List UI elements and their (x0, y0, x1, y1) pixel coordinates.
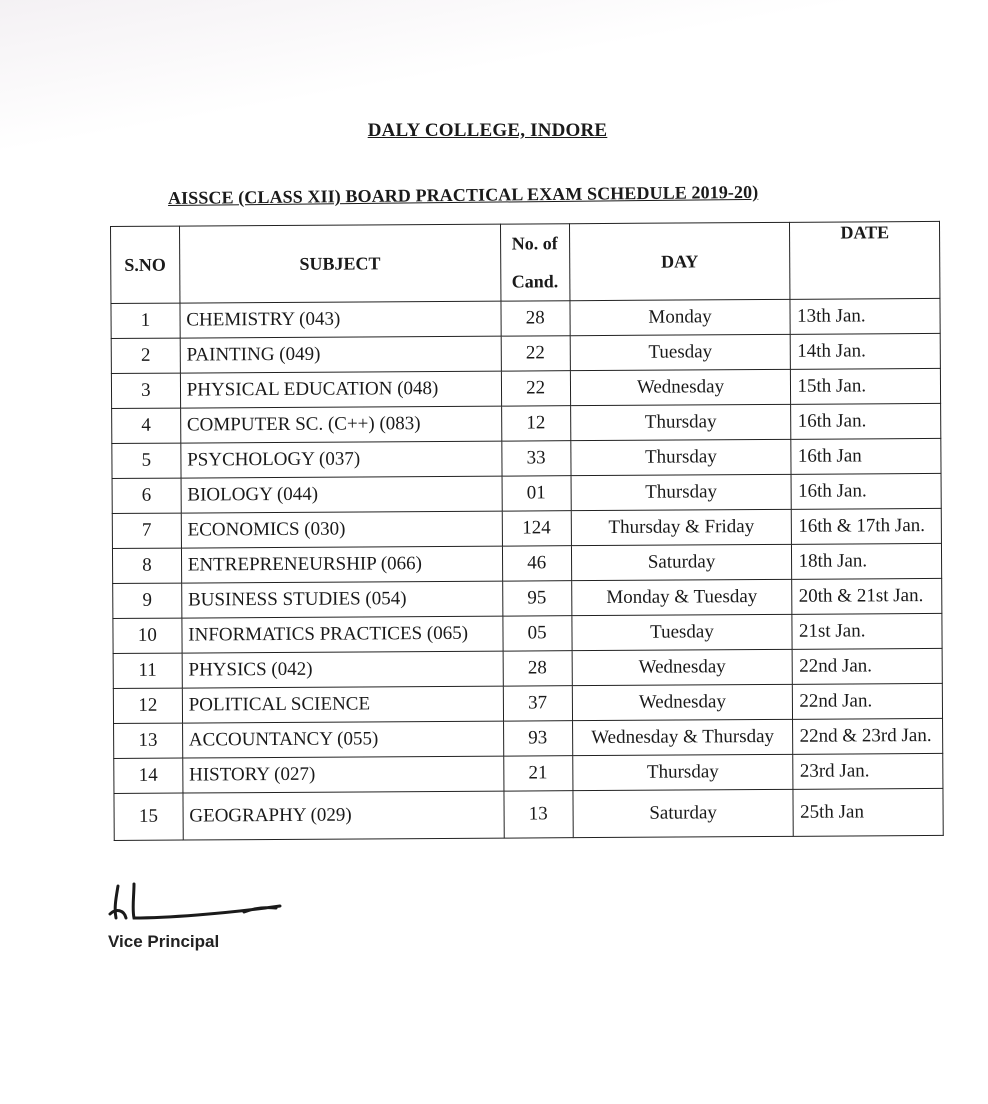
cell-subject: PHYSICS (042) (182, 651, 503, 688)
cell-date: 20th & 21st Jan. (792, 578, 942, 614)
col-header-candidates-line2: Cand. (511, 271, 559, 292)
cell-subject: PAINTING (049) (180, 336, 501, 373)
cell-date: 22nd & 23rd Jan. (793, 718, 943, 754)
cell-date: 21st Jan. (792, 613, 942, 649)
cell-sno: 11 (113, 653, 182, 688)
cell-date: 13th Jan. (790, 298, 940, 334)
cell-sno: 7 (112, 513, 181, 548)
cell-sno: 2 (111, 338, 180, 373)
cell-day: Thursday (571, 474, 792, 510)
table-body (111, 298, 943, 840)
table-row (114, 788, 943, 840)
cell-sno: 6 (112, 478, 181, 513)
table-row (112, 543, 941, 583)
signatory-title: Vice Principal (108, 932, 220, 951)
cell-subject: INFORMATICS PRACTICES (065) (182, 616, 503, 653)
cell-day: Saturday (572, 789, 793, 837)
col-header-sno: S.NO (111, 226, 180, 303)
cell-date: 25th Jan (793, 788, 943, 836)
cell-sno: 13 (114, 723, 183, 758)
cell-candidates: 37 (503, 686, 572, 721)
cell-sno: 8 (112, 548, 181, 583)
cell-day: Tuesday (571, 614, 792, 650)
cell-candidates: 05 (503, 616, 572, 651)
table-row (111, 368, 940, 408)
cell-day: Thursday & Friday (571, 509, 792, 545)
col-header-candidates (500, 224, 569, 301)
cell-subject: POLITICAL SCIENCE (182, 686, 503, 723)
cell-subject: ACCOUNTANCY (055) (182, 721, 503, 758)
cell-candidates: 28 (501, 301, 570, 336)
cell-candidates: 33 (502, 441, 571, 476)
cell-candidates: 93 (503, 721, 572, 756)
cell-sno: 9 (113, 583, 182, 618)
cell-date: 16th Jan. (791, 473, 941, 509)
cell-date: 16th Jan (791, 438, 941, 474)
table-row (111, 333, 940, 373)
cell-date: 23rd Jan. (793, 753, 943, 789)
cell-day: Wednesday (572, 649, 793, 685)
cell-sno: 1 (111, 303, 180, 338)
table-row (113, 613, 942, 653)
table-row (112, 508, 941, 548)
cell-subject: COMPUTER SC. (C++) (083) (180, 406, 501, 443)
header-row (111, 221, 940, 303)
cell-candidates: 01 (502, 476, 571, 511)
cell-date: 22nd Jan. (793, 648, 943, 684)
table-row (113, 648, 942, 688)
cell-day: Tuesday (570, 334, 791, 370)
cell-sno: 3 (111, 373, 180, 408)
cell-candidates: 95 (502, 581, 571, 616)
signature-mark (104, 878, 294, 928)
col-header-subject: SUBJECT (179, 224, 500, 303)
cell-subject: ENTREPRENEURSHIP (066) (181, 546, 502, 583)
cell-date: 22nd Jan. (793, 683, 943, 719)
cell-day: Saturday (571, 544, 792, 580)
cell-candidates: 21 (503, 756, 572, 791)
cell-candidates: 12 (501, 406, 570, 441)
table-row (111, 298, 940, 338)
cell-subject: GEOGRAPHY (029) (183, 791, 504, 840)
cell-candidates: 28 (503, 651, 572, 686)
cell-candidates: 13 (504, 791, 573, 838)
table-row (112, 403, 941, 443)
cell-sno: 5 (112, 443, 181, 478)
table-row (112, 473, 941, 513)
table-row (114, 753, 943, 793)
cell-sno: 4 (112, 408, 181, 443)
table-row (112, 438, 941, 478)
cell-day: Monday & Tuesday (571, 579, 792, 615)
cell-subject: BIOLOGY (044) (181, 476, 502, 513)
cell-day: Thursday (570, 404, 791, 440)
col-header-date: DATE (790, 221, 940, 299)
cell-candidates: 124 (502, 511, 571, 546)
table-row (113, 578, 942, 618)
cell-day: Monday (569, 299, 790, 335)
cell-date: 18th Jan. (792, 543, 942, 579)
cell-candidates: 46 (502, 546, 571, 581)
cell-sno: 15 (114, 793, 183, 840)
cell-day: Thursday (572, 754, 793, 790)
cell-date: 16th Jan. (791, 403, 941, 439)
cell-day: Wednesday (572, 684, 793, 720)
cell-subject: CHEMISTRY (043) (180, 301, 501, 338)
cell-subject: PSYCHOLOGY (037) (181, 441, 502, 478)
cell-date: 15th Jan. (791, 368, 941, 404)
table-row (114, 718, 943, 758)
cell-subject: BUSINESS STUDIES (054) (181, 581, 502, 618)
cell-subject: ECONOMICS (030) (181, 511, 502, 548)
cell-candidates: 22 (501, 336, 570, 371)
exam-schedule-table (110, 221, 944, 841)
table-header (111, 221, 940, 303)
cell-date: 16th & 17th Jan. (792, 508, 942, 544)
cell-sno: 12 (113, 688, 182, 723)
cell-date: 14th Jan. (791, 333, 941, 369)
cell-day: Wednesday (570, 369, 791, 405)
cell-subject: PHYSICAL EDUCATION (048) (180, 371, 501, 408)
table-row (113, 683, 942, 723)
cell-subject: HISTORY (027) (183, 756, 504, 793)
cell-sno: 10 (113, 618, 182, 653)
cell-sno: 14 (114, 758, 183, 793)
cell-day: Thursday (570, 439, 791, 475)
cell-candidates: 22 (501, 371, 570, 406)
college-name: DALY COLLEGE, INDORE (367, 120, 608, 141)
col-header-candidates-line1: No. of (511, 233, 558, 254)
cell-day: Wednesday & Thursday (572, 719, 793, 755)
col-header-day: DAY (569, 222, 790, 300)
schedule-title: AISSCE (CLASS XII) BOARD PRACTICAL EXAM SCHEDULE 2019-20) (167, 181, 759, 208)
